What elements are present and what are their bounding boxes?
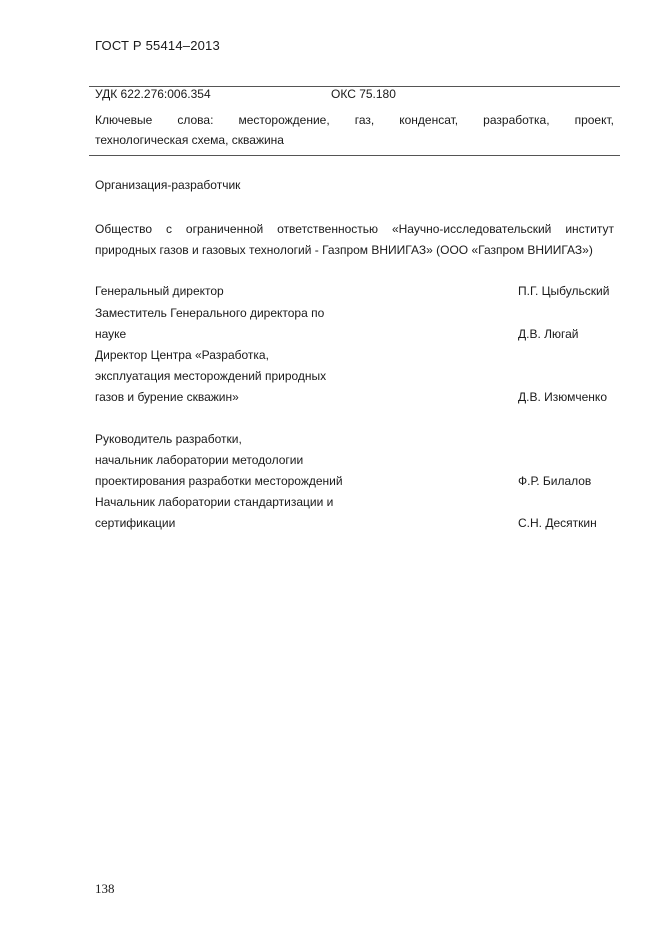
signatory-5-name: С.Н. Десяткин — [518, 516, 597, 530]
keywords-line-2: технологическая схема, скважина — [95, 133, 284, 147]
signatory-4-title-line-2: начальник лаборатории методологии — [95, 453, 304, 467]
signatory-1-name: П.Г. Цыбульский — [518, 284, 610, 298]
signatory-4-name: Ф.Р. Билалов — [518, 474, 592, 488]
organization-name — [95, 219, 614, 261]
signatory-1-title-line-1: Генеральный директор — [95, 284, 224, 298]
signatory-3-title-line-3: газов и бурение скважин» — [95, 390, 239, 404]
signatory-5-title-line-2: сертификации — [95, 516, 176, 530]
bottom-divider — [89, 155, 620, 156]
developer-label: Организация-разработчик — [95, 178, 241, 192]
signatory-3-title-line-1: Директор Центра «Разработка, — [95, 348, 269, 362]
signatory-4-title-line-3: проектирования разработки месторождений — [95, 474, 343, 488]
signatory-3-name: Д.В. Изюмченко — [518, 390, 607, 404]
page-number: 138 — [95, 881, 115, 896]
signatory-3-title-line-2: эксплуатация месторождений природных — [95, 369, 327, 383]
signatory-2-title-line-2: науке — [95, 327, 127, 341]
udk-code: УДК 622.276:006.354 — [95, 87, 211, 101]
organization-name-line-1: Общество с ограниченной ответственностью «Научно-исследовательский институт — [95, 222, 614, 236]
oks-code: ОКС 75.180 — [331, 87, 396, 101]
standard-header: ГОСТ Р 55414–2013 — [95, 38, 220, 53]
keywords-line-1: Ключевые слова: месторождение, газ, конденсат, разработка, проект, — [95, 113, 614, 127]
signatory-5-title-line-1: Начальник лаборатории стандартизации и — [95, 495, 334, 509]
organization-name-line-2: природных газов и газовых технологий - Газпром ВНИИГАЗ» (ООО «Газпром ВНИИГАЗ») — [95, 243, 593, 257]
signatory-2-title-line-1: Заместитель Генерального директора по — [95, 306, 325, 320]
signatory-4-title-line-1: Руководитель разработки, — [95, 432, 242, 446]
signatory-2-name: Д.В. Люгай — [518, 327, 579, 341]
